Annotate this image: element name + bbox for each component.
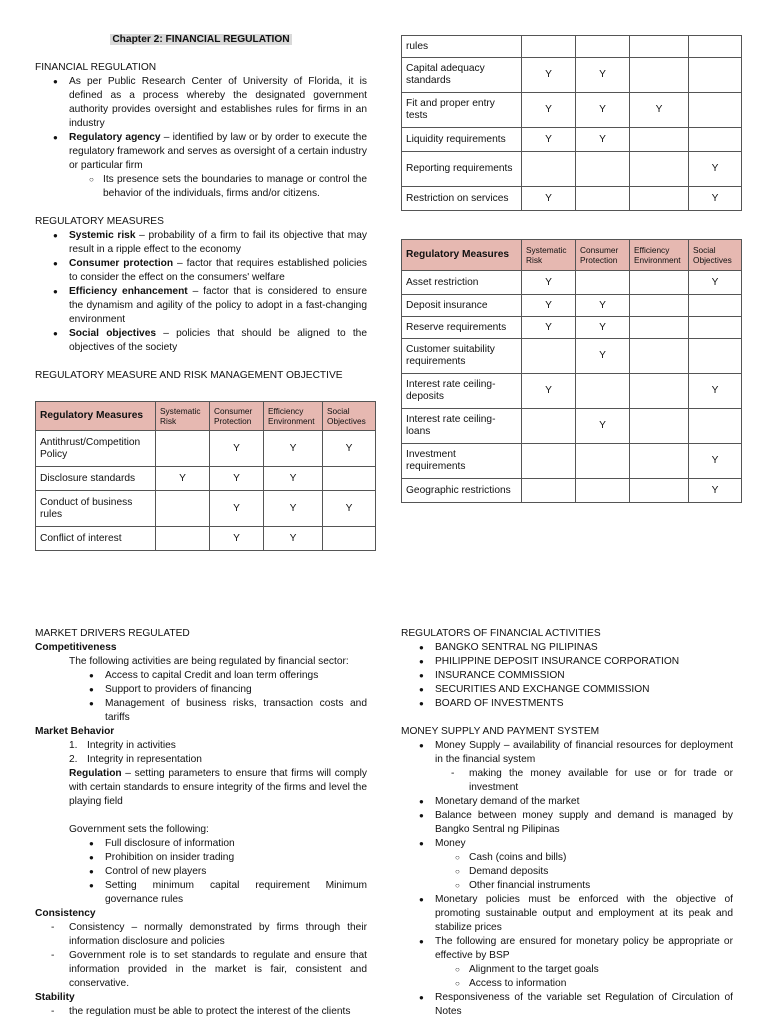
row-label: rules (402, 36, 522, 58)
table-cell (156, 527, 210, 551)
table-cell: Y (576, 58, 630, 93)
table-cell: Y (264, 467, 323, 491)
table-row (402, 295, 742, 317)
table-cell (630, 317, 689, 339)
regulators-list (401, 641, 733, 711)
regulatory-measures-table-2 (401, 239, 742, 503)
table-cell (630, 409, 689, 444)
money-supply-heading: MONEY SUPPLY AND PAYMENT SYSTEM (401, 726, 600, 737)
table-cell: Y (210, 527, 264, 551)
row-label: Asset restriction (402, 271, 522, 295)
table-cell: Y (576, 317, 630, 339)
list-item: - making the money available for use or for trade or investment (469, 767, 733, 795)
table-cell (522, 152, 576, 187)
row-label: Antithrust/Competition Policy (36, 431, 156, 467)
table-row (402, 58, 742, 93)
table-cell: Y (522, 374, 576, 409)
market-behavior-heading: Market Behavior (35, 726, 115, 737)
list-item: ● The following are ensured for monetary policy be appropriate or effective by BSP ○ Alignment to the target goals ○ Access to information (435, 935, 733, 991)
list-item: ○ Its presence sets the boundaries to manage or control the behavior of the individuals, firms and/or citizens. (103, 173, 367, 201)
col-header: Consumer Protection (210, 402, 264, 431)
list-item: ○ Alignment to the target goals (469, 963, 733, 977)
table-cell: Y (210, 491, 264, 527)
table-cell: Y (689, 444, 742, 479)
sub-list (435, 851, 733, 893)
col-header: Regulatory Measures (402, 240, 522, 271)
table-cell (576, 271, 630, 295)
table-row (402, 187, 742, 211)
table-cell (522, 479, 576, 503)
risk-objective-heading: REGULATORY MEASURE AND RISK MANAGEMENT OBJECTIVE (35, 370, 343, 381)
table-cell: Y (576, 339, 630, 374)
table-cell: Y (689, 374, 742, 409)
table-row (36, 527, 376, 551)
market-behavior-list (35, 739, 367, 767)
consistency-list (35, 921, 367, 991)
list-item: ● Full disclosure of information (105, 837, 367, 851)
table-cell: Y (522, 128, 576, 152)
list-item: ○ Other financial instruments (469, 879, 733, 893)
chapter-title: Chapter 2: FINANCIAL REGULATION (112, 34, 290, 45)
stability-list (35, 1005, 367, 1019)
list-item: ○ Access to information (469, 977, 733, 991)
table-row (402, 36, 742, 58)
list-item: ● Social objectives – policies that should be aligned to the objectives of the society (69, 327, 367, 355)
table-cell (630, 295, 689, 317)
list-item: ● Consumer protection – factor that requires established policies to consider the effect on the consumers' welfare (69, 257, 367, 285)
table-row (36, 431, 376, 467)
table-cell (689, 317, 742, 339)
list-item: ● INSURANCE COMMISSION (435, 669, 733, 683)
table-row (36, 467, 376, 491)
table-cell (576, 444, 630, 479)
table-cell: Y (689, 187, 742, 211)
table-cell: Y (156, 467, 210, 491)
regulatory-measures-heading: REGULATORY MEASURES (35, 216, 164, 227)
table-row (402, 317, 742, 339)
table-cell: Y (522, 317, 576, 339)
table-cell (689, 128, 742, 152)
table-cell (156, 491, 210, 527)
table-cell: Y (522, 58, 576, 93)
regulatory-measures-table-continued (401, 35, 742, 211)
table-cell (156, 431, 210, 467)
table-cell (689, 409, 742, 444)
row-label: Interest rate ceiling-deposits (402, 374, 522, 409)
competitiveness-intro: The following activities are being regulated by financial sector: (69, 656, 349, 667)
row-label: Geographic restrictions (402, 479, 522, 503)
consistency-heading: Consistency (35, 908, 96, 919)
list-item: ● Setting minimum capital requirement Minimum governance rules (105, 879, 367, 907)
list-item: ○ Demand deposits (469, 865, 733, 879)
table-cell: Y (630, 93, 689, 128)
row-label: Interest rate ceiling-loans (402, 409, 522, 444)
list-item: 2. Integrity in representation (69, 754, 202, 765)
government-intro: Government sets the following: (69, 824, 209, 835)
table-cell: Y (522, 271, 576, 295)
stability-heading: Stability (35, 992, 75, 1003)
table-cell (689, 36, 742, 58)
list-item: ● Regulatory agency – identified by law or by order to execute the regulatory framework and serves as oversight of a certain industry or particular firm ○ Its presence sets the boundaries to manage or control the behavior of the individuals, firms and/or citizens. (69, 131, 367, 201)
table-header-row (36, 402, 376, 431)
row-label: Capital adequacy standards (402, 58, 522, 93)
table-cell (522, 444, 576, 479)
sub-list (69, 173, 367, 201)
list-item: ● Systemic risk – probability of a firm to fail its objective that may result in a ripple effect to the economy (69, 229, 367, 257)
table-cell (522, 339, 576, 374)
list-item: ● Efficiency enhancement – factor that is considered to ensure the dynamism and agility of the policy to adopt in a fast-changing environment (69, 285, 367, 327)
col-header: Systematic Risk (522, 240, 576, 271)
regulation-definition: Regulation – setting parameters to ensure that firms will comply with certain standards to ensure integrity of the firms and level the playing field (69, 768, 367, 807)
table-cell: Y (689, 479, 742, 503)
table-cell (630, 374, 689, 409)
list-item: ● Money Supply – availability of financial resources for deployment in the financial system - making the money available for use or for trade or investment (435, 739, 733, 795)
left-top-column (35, 33, 367, 383)
table-cell: Y (264, 491, 323, 527)
table-cell (323, 467, 376, 491)
list-item: ● BANGKO SENTRAL NG PILIPINAS (435, 641, 733, 655)
row-label: Deposit insurance (402, 295, 522, 317)
table-cell: Y (323, 491, 376, 527)
table-cell: Y (522, 187, 576, 211)
list-item: ● Monetary demand of the market (435, 795, 733, 809)
sub-list (435, 963, 733, 991)
table-cell (689, 295, 742, 317)
list-item: 1. Integrity in activities (69, 740, 176, 751)
row-label: Disclosure standards (36, 467, 156, 491)
list-item: ● Responsiveness of the variable set Regulation of Circulation of Notes (435, 991, 733, 1019)
list-item: - Government role is to set standards to regulate and ensure that information provided in the market is fair, consistent and conservative. (69, 949, 367, 991)
list-item: ● Money ○ Cash (coins and bills) ○ Demand deposits ○ Other financial instruments (435, 837, 733, 893)
regulatory-measures-list (35, 229, 367, 355)
competitiveness-list (35, 669, 367, 725)
row-label: Conduct of business rules (36, 491, 156, 527)
list-item: ● Access to capital Credit and loan term offerings (105, 669, 367, 683)
money-supply-list (401, 739, 733, 1019)
table-cell: Y (323, 431, 376, 467)
regulators-section (401, 627, 733, 1019)
row-label: Customer suitability requirements (402, 339, 522, 374)
financial-regulation-heading: FINANCIAL REGULATION (35, 62, 157, 73)
sub-list (435, 767, 733, 795)
table-row (402, 271, 742, 295)
regulators-heading: REGULATORS OF FINANCIAL ACTIVITIES (401, 628, 601, 639)
row-label: Liquidity requirements (402, 128, 522, 152)
table-cell: Y (689, 271, 742, 295)
table-row (402, 409, 742, 444)
table-cell (576, 187, 630, 211)
row-label: Reserve requirements (402, 317, 522, 339)
col-header: Systematic Risk (156, 402, 210, 431)
list-item: ● Monetary policies must be enforced with the objective of promoting sustainable output and employment at its peak and stabilize prices (435, 893, 733, 935)
table-row (402, 152, 742, 187)
list-item: ● As per Public Research Center of University of Florida, it is defined as a process whereby the designated government authority provides oversight and establishes rules for firms in an industry (69, 75, 367, 131)
list-item: ● Support to providers of financing (105, 683, 367, 697)
list-item: ● Control of new players (105, 865, 367, 879)
list-item: ● SECURITIES AND EXCHANGE COMMISSION (435, 683, 733, 697)
table-cell: Y (522, 93, 576, 128)
table-cell: Y (522, 295, 576, 317)
list-item: ● Management of business risks, transaction costs and tariffs (105, 697, 367, 725)
table-cell: Y (576, 409, 630, 444)
regulatory-measures-table-1 (35, 401, 376, 551)
table-cell (630, 152, 689, 187)
table-cell: Y (689, 152, 742, 187)
table-row (402, 339, 742, 374)
table-cell (689, 93, 742, 128)
table-cell (689, 339, 742, 374)
row-label: Fit and proper entry tests (402, 93, 522, 128)
table-cell (576, 374, 630, 409)
list-item: ● Prohibition on insider trading (105, 851, 367, 865)
table-cell (630, 271, 689, 295)
list-item: ● PHILIPPINE DEPOSIT INSURANCE CORPORATION (435, 655, 733, 669)
table-row (36, 491, 376, 527)
market-drivers-heading: MARKET DRIVERS REGULATED (35, 628, 190, 639)
table-row (402, 93, 742, 128)
financial-regulation-list (35, 75, 367, 201)
table-cell (689, 58, 742, 93)
table-cell: Y (264, 431, 323, 467)
table-cell (323, 527, 376, 551)
table-cell (630, 128, 689, 152)
list-item: - Consistency – normally demonstrated by firms through their information disclosure and policies (69, 921, 367, 949)
table-cell (630, 187, 689, 211)
table-cell: Y (576, 128, 630, 152)
list-item: ○ Cash (coins and bills) (469, 851, 733, 865)
col-header: Efficiency Environment (630, 240, 689, 271)
table-cell (630, 479, 689, 503)
table-row (402, 374, 742, 409)
col-header: Social Objectives (689, 240, 742, 271)
col-header: Consumer Protection (576, 240, 630, 271)
row-label: Investment requirements (402, 444, 522, 479)
table-row (402, 444, 742, 479)
competitiveness-heading: Competitiveness (35, 642, 117, 653)
table-cell (522, 36, 576, 58)
table-row (402, 479, 742, 503)
table-cell: Y (210, 467, 264, 491)
col-header: Regulatory Measures (36, 402, 156, 431)
list-item: - the regulation must be able to protect the interest of the clients (69, 1005, 367, 1019)
table-cell (576, 36, 630, 58)
table-cell: Y (264, 527, 323, 551)
table-cell (576, 152, 630, 187)
table-cell (522, 409, 576, 444)
list-item: ● BOARD OF INVESTMENTS (435, 697, 733, 711)
list-item: ● Balance between money supply and demand is managed by Bangko Sentral ng Pilipinas (435, 809, 733, 837)
col-header: Efficiency Environment (264, 402, 323, 431)
table-cell (630, 36, 689, 58)
table-row (402, 128, 742, 152)
market-drivers-section (35, 627, 367, 1019)
table-cell (576, 479, 630, 503)
table-cell: Y (210, 431, 264, 467)
table-cell: Y (576, 93, 630, 128)
table-cell: Y (576, 295, 630, 317)
col-header: Social Objectives (323, 402, 376, 431)
table-cell (630, 444, 689, 479)
table-cell (630, 339, 689, 374)
table-cell (630, 58, 689, 93)
row-label: Reporting requirements (402, 152, 522, 187)
row-label: Conflict of interest (36, 527, 156, 551)
government-list (35, 837, 367, 907)
row-label: Restriction on services (402, 187, 522, 211)
table-header-row (402, 240, 742, 271)
